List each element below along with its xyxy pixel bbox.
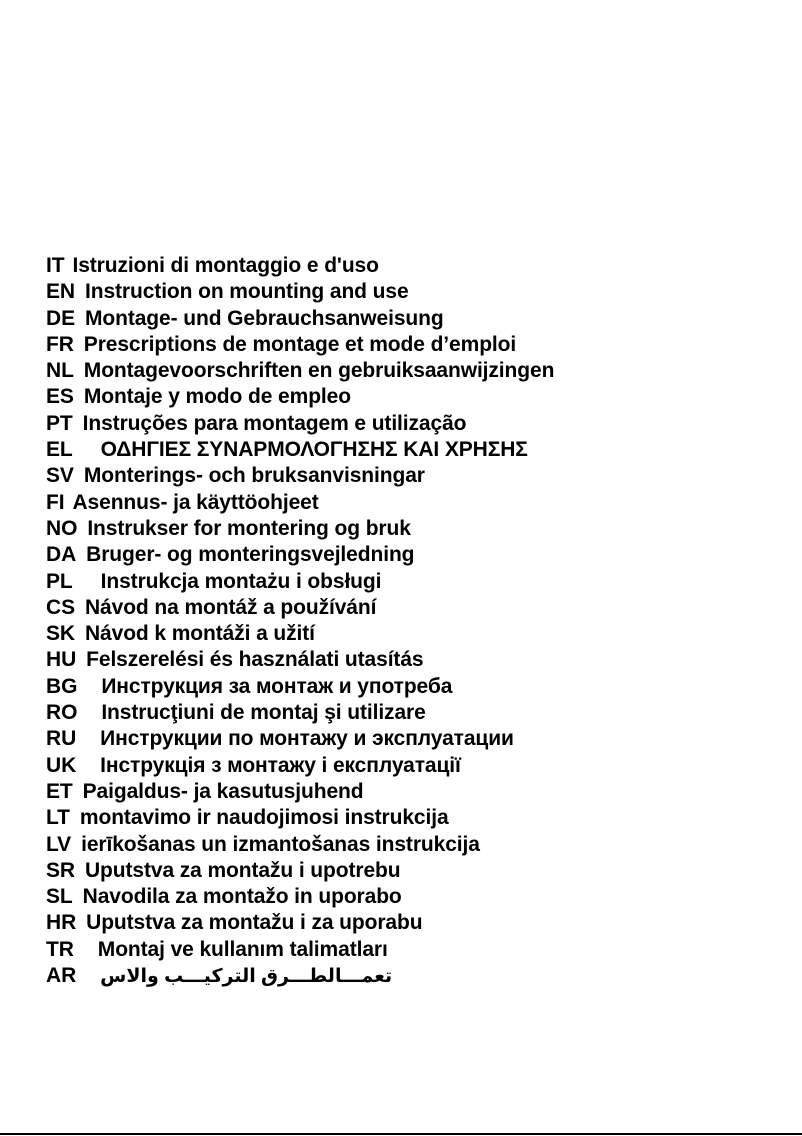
language-line-tr — [46, 937, 554, 963]
language-code: SV — [46, 464, 74, 488]
language-line-fr — [46, 332, 554, 358]
language-title: تعمـــالطـــرق التركيـــب والاس — [100, 966, 393, 988]
language-code: RU — [46, 727, 77, 751]
language-code: SL — [46, 885, 73, 909]
language-title: Prescriptions de montage et mode d’emploi — [83, 332, 517, 356]
language-code: FI — [46, 490, 65, 514]
language-line-hu — [46, 647, 554, 673]
language-title: Bruger- og monteringsvejledning — [86, 543, 415, 567]
language-line-sr — [46, 858, 554, 884]
language-code: NO — [46, 516, 78, 540]
language-line-lt — [46, 805, 554, 831]
language-code: SR — [46, 858, 75, 882]
language-line-de — [46, 306, 554, 332]
language-code: FR — [46, 332, 74, 356]
language-title: Asennus- ja käyttöohjeet — [72, 490, 319, 514]
language-code: EN — [46, 280, 75, 304]
language-title: Uputstva za montažu i za uporabu — [86, 911, 423, 935]
language-code: IT — [46, 254, 65, 277]
language-code: DE — [46, 306, 75, 330]
language-line-cs — [46, 595, 554, 621]
language-line-sl — [46, 884, 554, 910]
language-title: Montage- und Gebrauchsanweisung — [84, 306, 444, 330]
language-line-fi — [46, 490, 554, 516]
language-title: Инструкция за монтаж и употреба — [101, 674, 453, 698]
language-title: ierīkošanas un izmantošanas instrukcija — [81, 832, 480, 856]
language-code: RO — [46, 701, 78, 725]
language-title: Návod k montáži a užití — [84, 622, 315, 646]
language-line-ro — [46, 700, 554, 726]
language-line-ar — [46, 963, 554, 989]
language-code: UK — [46, 753, 77, 777]
language-code: AR — [46, 964, 77, 988]
language-line-el — [46, 437, 554, 463]
language-line-ru — [46, 726, 554, 752]
language-title: Instrukser for montering og bruk — [87, 516, 411, 540]
language-code: HU — [46, 648, 77, 672]
language-title: Montaj ve kullanım talimatları — [97, 937, 388, 961]
page-bottom-divider — [0, 1133, 802, 1135]
language-line-pl — [46, 569, 554, 595]
language-code: BG — [46, 674, 78, 698]
language-line-nl — [46, 358, 554, 384]
language-code: PL — [46, 569, 73, 593]
language-title: Montagevoorschriften en gebruiksaanwijzingen — [83, 359, 555, 383]
language-title: Návod na montáž a používání — [84, 595, 377, 619]
language-code: HR — [46, 911, 77, 935]
language-title: Instruction on mounting and use — [84, 280, 409, 304]
language-line-lv — [46, 832, 554, 858]
language-code: PT — [46, 411, 73, 435]
language-title: Инструкции по монтажу и эксплуатации — [100, 727, 514, 751]
language-line-es — [46, 384, 554, 410]
language-code: ET — [46, 779, 73, 803]
language-title-list — [46, 253, 554, 989]
language-code: LT — [46, 806, 70, 830]
language-title: Navodila za montažo in uporabo — [82, 885, 402, 909]
language-title: Montaje y modo de empleo — [83, 385, 351, 409]
language-title: Paigaldus- ja kasutusjuhend — [82, 779, 364, 803]
language-line-pt — [46, 411, 554, 437]
language-code: LV — [46, 832, 72, 856]
language-line-da — [46, 542, 554, 568]
language-code: TR — [46, 937, 74, 961]
language-title: Instrucţiuni de montaj şi utilizare — [101, 701, 426, 725]
language-line-bg — [46, 674, 554, 700]
language-line-sv — [46, 463, 554, 489]
language-title: ΟΔΗΓΙΕΣ ΣΥΝΑΡΜΟΛΟΓΗΣΗΣ ΚΑΙ ΧΡΗΣΗΣ — [100, 438, 528, 462]
language-code: SK — [46, 622, 75, 646]
language-line-uk — [46, 753, 554, 779]
language-line-en — [46, 279, 554, 305]
language-code: CS — [46, 595, 75, 619]
language-line-et — [46, 779, 554, 805]
language-line-sk — [46, 621, 554, 647]
language-title: Felszerelési és használati utasítás — [86, 648, 424, 672]
language-title: Monterings- och bruksanvisningar — [83, 464, 425, 488]
language-code: ES — [46, 385, 74, 409]
language-line-it — [46, 253, 554, 279]
language-title: Uputstva za montažu i upotrebu — [84, 858, 401, 882]
language-title: Instruções para montagem e utilização — [82, 411, 467, 435]
language-line-no — [46, 516, 554, 542]
language-title: Інструкція з монтажу і експлуатації — [100, 753, 461, 777]
language-title: montavimo ir naudojimosi instrukcija — [79, 806, 449, 830]
language-line-hr — [46, 910, 554, 936]
language-code: EL — [46, 438, 73, 462]
language-title: Instrukcja montażu i obsługi — [100, 569, 382, 593]
language-code: NL — [46, 359, 74, 383]
language-title: Istruzioni di montaggio e d'uso — [72, 254, 379, 277]
language-code: DA — [46, 543, 77, 567]
